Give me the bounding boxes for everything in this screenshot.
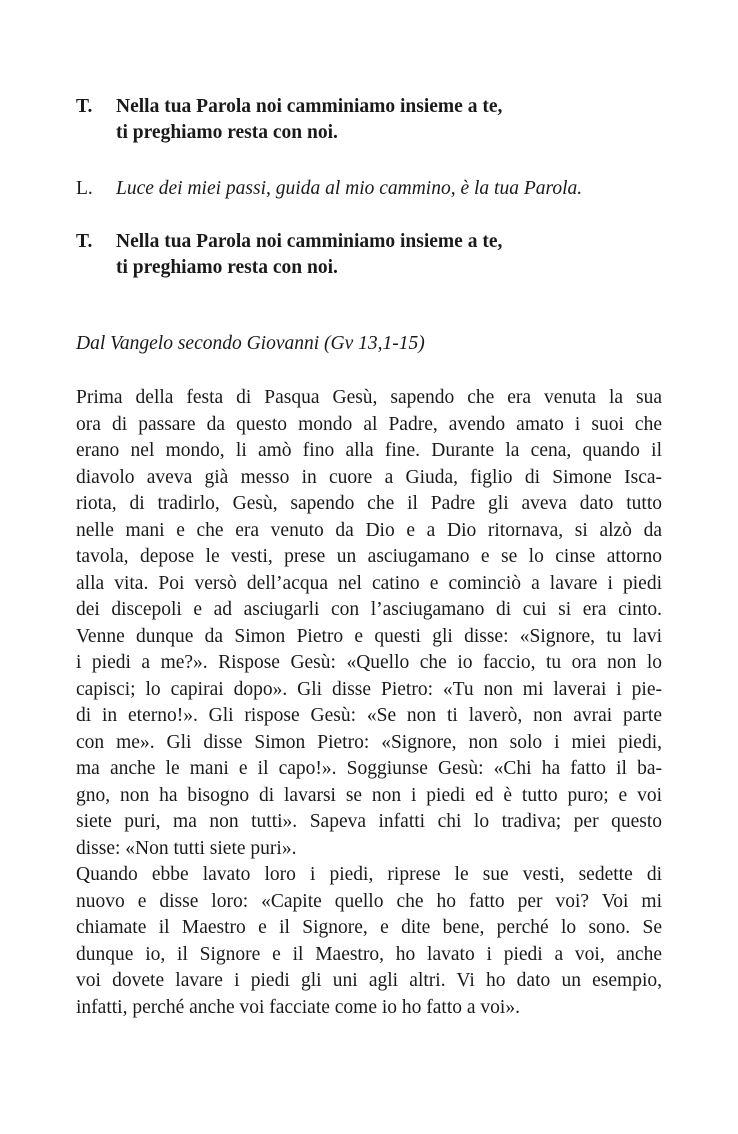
- text-line: ma anche le mani e il capo!». Soggiunse Gesù: «Chi ha fatto il ba-: [76, 758, 662, 779]
- text-line: tavola, depose le vesti, prese un asciugamano e se lo cinse attorno: [76, 546, 662, 567]
- text-line: con me». Gli disse Simon Pietro: «Signore, non solo i miei piedi,: [76, 731, 662, 753]
- response-text: [116, 94, 676, 146]
- gospel-text: [76, 385, 662, 1021]
- response-line: Luce dei miei passi, guida al mio cammino, è la tua Parola.: [116, 178, 583, 199]
- text-line: erano nel mondo, li amò fino alla fine. Durante la cena, quando il: [76, 440, 662, 461]
- text-line: alla vita. Poi versò dell’acqua nel catino e cominciò a lavare i piedi: [76, 572, 662, 594]
- text-line: riota, di tradirlo, Gesù, sapendo che il Padre gli aveva dato tutto: [76, 493, 662, 514]
- text-line: ora di passare da questo mondo al Padre, avendo amato i suoi che: [76, 413, 662, 435]
- text-line: voi dovete lavare i piedi gli uni agli altri. Vi ho dato un esempio,: [76, 970, 662, 991]
- text-line: diavolo aveva già messo in cuore a Giuda, figlio di Simone Isca-: [76, 466, 662, 488]
- text-line: Venne dunque da Simon Pietro e questi gli disse: «Signore, tu lavi: [76, 625, 662, 647]
- response-all-2: [76, 229, 676, 281]
- response-line: ti preghiamo resta con noi.: [116, 122, 338, 143]
- response-all-1: [76, 94, 676, 146]
- response-line: Nella tua Parola noi camminiamo insieme a te,: [116, 231, 503, 252]
- response-reader: [76, 176, 676, 202]
- response-text: [116, 229, 676, 281]
- speaker-marker: T.: [76, 231, 93, 252]
- text-line: chiamate il Maestro e il Signore, e dite bene, perché lo sono. Se: [76, 917, 662, 938]
- text-line: Prima della festa di Pasqua Gesù, sapendo che era venuta la sua: [76, 387, 662, 408]
- text-line: siete puri, ma non tutti». Sapeva infatti chi lo tradiva; per questo: [76, 811, 662, 832]
- speaker-marker: T.: [76, 96, 93, 117]
- text-line: nelle mani e che era venuto da Dio e a Dio ritornava, si alzò da: [76, 519, 662, 541]
- speaker-marker: L.: [76, 178, 93, 199]
- gospel-source: Dal Vangelo secondo Giovanni (Gv 13,1-15): [76, 333, 425, 354]
- response-line: Nella tua Parola noi camminiamo insieme a te,: [116, 96, 503, 117]
- response-line: ti preghiamo resta con noi.: [116, 257, 338, 278]
- text-line: disse: «Non tutti siete puri».: [76, 837, 297, 859]
- text-line: di in eterno!». Gli rispose Gesù: «Se non ti laverò, non avrai parte: [76, 705, 662, 726]
- text-line: nuovo e disse loro: «Capite quello che ho fatto per voi? Voi mi: [76, 890, 662, 912]
- text-line: Quando ebbe lavato loro i piedi, riprese le sue vesti, sedette di: [76, 864, 662, 885]
- text-line: dunque io, il Signore e il Maestro, ho lavato i piedi a voi, anche: [76, 943, 662, 965]
- text-line: infatti, perché anche voi facciate come io ho fatto a voi».: [76, 996, 520, 1018]
- text-line: gno, non ha bisogno di lavarsi se non i piedi ed è tutto puro; e voi: [76, 784, 662, 806]
- text-line: i piedi a me?». Rispose Gesù: «Quello che io faccio, tu ora non lo: [76, 652, 662, 673]
- text-line: capisci; lo capirai dopo». Gli disse Pietro: «Tu non mi laverai i pie-: [76, 678, 662, 700]
- text-line: dei discepoli e ad asciugarli con l’asciugamano di cui si era cinto.: [76, 599, 662, 620]
- response-text: [116, 176, 676, 202]
